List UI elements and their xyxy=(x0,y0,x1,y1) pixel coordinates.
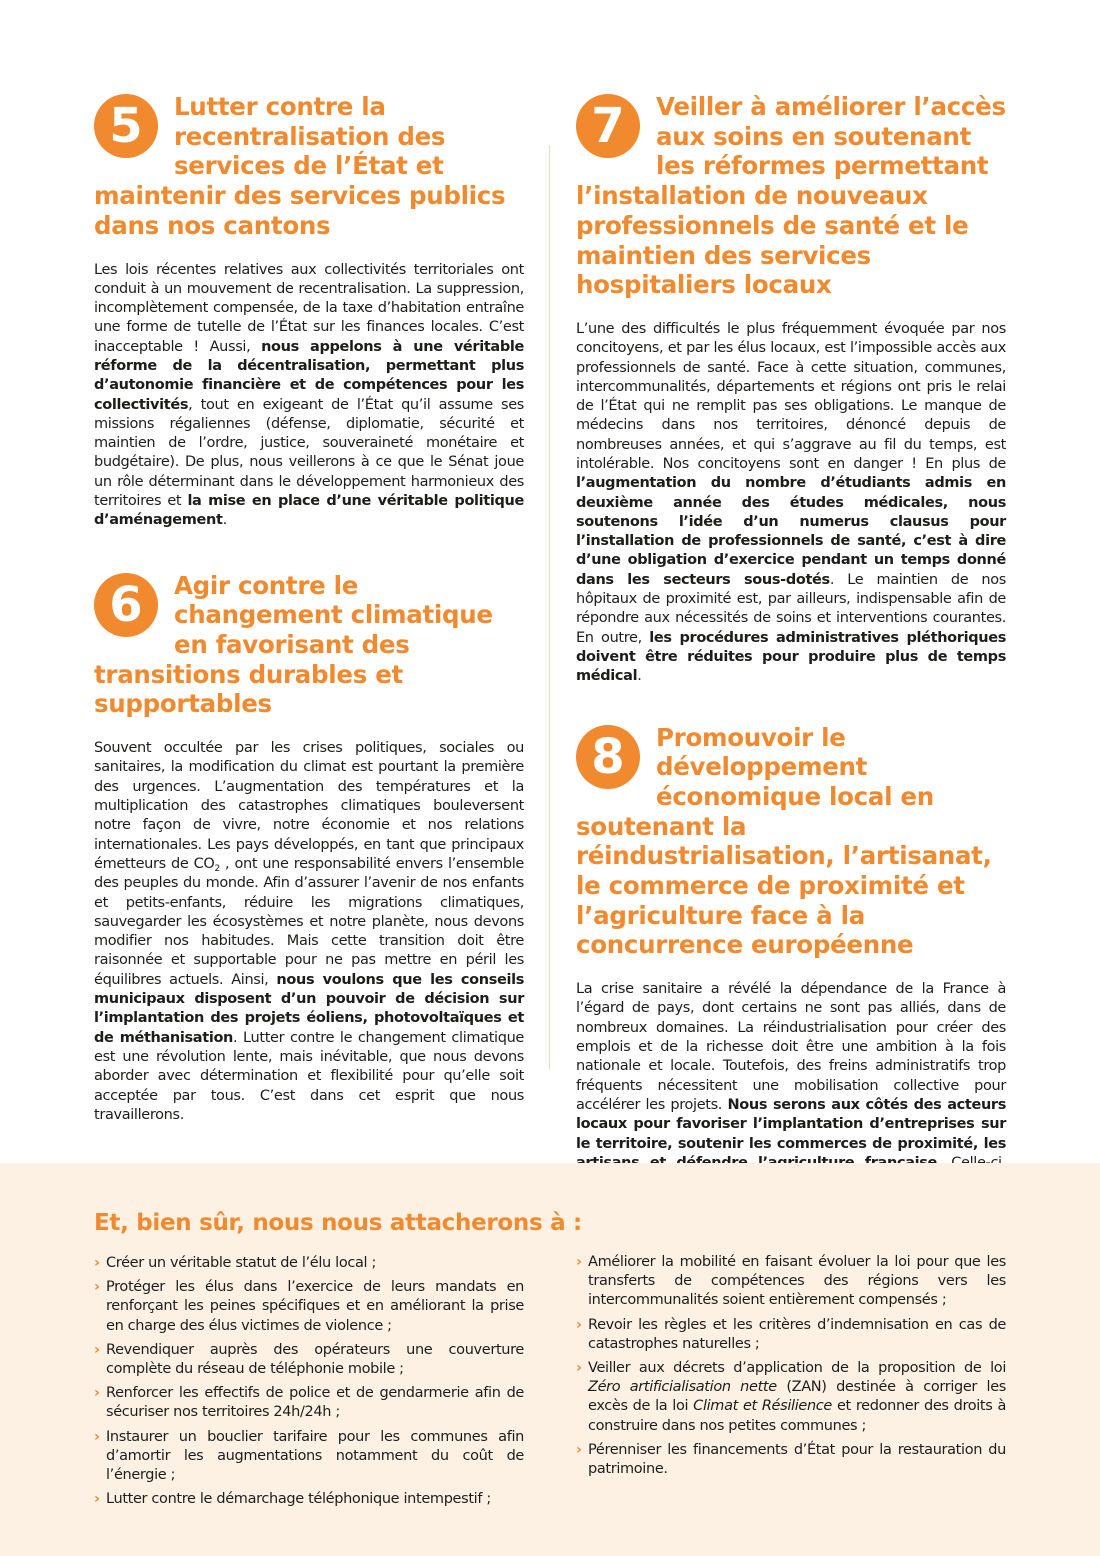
section-title: Promouvoir le développement économique local en soutenant la réindustrialisation, l’artisanat, le commerce de proximité et l’agriculture face à la concurrence européenne xyxy=(576,722,992,960)
list-item: › Créer un véritable statut de l’élu local ; xyxy=(94,1254,524,1273)
chevron-right-icon: › xyxy=(94,1385,100,1402)
section-body: L’une des difficultés le plus fréquemment évoquée par nos concitoyens, et par les élus locaux, est l’impossible accès aux professionnels de santé. Face à cette situation, communes, intercommunalités, départements et régions ont pris le relai de l’État qui ne remplit pas ses obligations. Le manque de médecins dans nos territoires, dénoncé depuis de nombreuses années, et qui s’aggrave au fil du temps, est intolérable. Nos concitoyens sont en danger ! En plus de l’augmentation du nombre d’étudiants admis en deuxième année des études médicales, nous soutenons l’idée d’un numerus clausus pour l’installation de professionnels de santé, c’est à dire d’une obligation d’exercice pendant un temps donné dans les secteurs sous-dotés. Le maintien de nos hôpitaux de proximité est, par ailleurs, indispensable afin de répondre aux nécessités de soins et interventions courantes. En outre, les procédures administratives pléthoriques doivent être réduites pour produire plus de temps médical. xyxy=(576,320,1006,685)
list-item: › Revoir les règles et les critères d’indemnisation en cas de catastrophes naturelles ; xyxy=(576,1316,1006,1352)
section-body: La crise sanitaire a révélé la dépendance de la France à l’égard de pays, dont certains ne sont pas alliés, dans de nombreux domaines. La réindustrialisation pour créer des emplois et de la richesse doit être une ambition à la fois nationale et locale. Toutefois, des freins administratifs trop fréquents nécessitent une mobilisation collective pour accélérer les projets. Nous serons aux côtés des acteurs locaux pour favoriser l’implantation d’entreprises sur le territoire, soutenir les commerces de proximité, les xyxy=(576,981,1007,1152)
chevron-right-icon: › xyxy=(94,1279,100,1296)
list-item: › Veiller aux décrets d’application de la proposition de loi Zéro artificialisation nette (ZAN) destinée à corriger les excès de la loi Climat et Résilience et redonner des droits à construire dans nos petites communes ; xyxy=(576,1360,1006,1434)
chevron-right-icon: › xyxy=(576,1254,582,1270)
section-number-badge: 7 xyxy=(576,94,640,158)
list-item: › Revendiquer auprès des opérateurs une couverture complète du réseau de téléphonie mobile ; xyxy=(94,1341,524,1378)
chevron-right-icon: › xyxy=(94,1428,100,1445)
chevron-right-icon: › xyxy=(576,1316,582,1333)
list-item: › Protéger les élus dans l’exercice de leurs mandats en renforçant les peines spécifiques et en améliorant la prise en charge des élus victimes de violence ; xyxy=(94,1279,524,1334)
list-item: › Instaurer un bouclier tarifaire pour les communes afin d’amortir les augmentations notamment du coût de l’énergie ; xyxy=(94,1428,524,1484)
commitments-title: Et, bien sûr, nous nous attacherons à : xyxy=(94,1210,582,1236)
section-5 xyxy=(94,92,524,531)
section-6 xyxy=(94,571,524,1125)
section-body: Souvent occultée par les crises politiques, sociales ou sanitaires, la modification du climat est pourtant la première des urgences. L’augmentation des températures et la multiplication des catastrophes climatiques bouleversent notre façon de vivre, notre économie et nos relations internationales. Les pays développés, en tant que principaux émetteurs de $CO_2$ , ont une responsabilité envers l’ensemble des peuples du monde. Afin d’assurer l’avenir de nos enfants et petits-enfants, réduire les migrations climatiques, sauvegarder les écosystèmes et notre planète, nous devons modifier nos habitudes. Mais cette transition doit être raisonnée et supportable pour ne pas mettre en péril les équilibres actuels. Ainsi, nous voulons que les conseils municipaux disposent d’un pouvoir de décision sur l’implantation des projets éoliens, photovoltaïques et de méthanisation. Lutter contre le changement climatique est une révolution lente, mais inévitable, que nous devons aborder avec détermination et flexibilité pour qu’elle soit acceptée par tous. C’est dans cet esprit que nous travaillerons. xyxy=(94,740,524,1123)
section-title: Agir contre le changement climatique en favorisant des transitions durables et supportables xyxy=(94,570,493,719)
list-item: › Pérenniser les financements d’État pour la restauration du patrimoine. xyxy=(576,1441,1006,1478)
section-body: Les lois récentes relatives aux collectivités territoriales ont conduit à un mouvement de recentralisation. La suppression, incomplètement compensée, de la taxe d’habitation entraîne une forme de tutelle de l’État sur les finances locales. C’est inacceptable ! Aussi, nous appelons à une véritable réforme de la décentralisation, permettant plus d’autonomie financière et de compétences pour les collectivités, tout en exigeant de l’État qu’il assume ses missions régaliennes (défense, diplomatie, sécurité et maintien de l’ordre, justice, souveraineté monétaire et budgétaire). De plus, nous veillerons à ce que le Sénat joue un rôle déterminant dans le développement harmonieux des territoires et la mise en place d’une véritable politique d’aménagement. xyxy=(94,261,524,529)
section-8 xyxy=(576,723,1006,1231)
chevron-right-icon: › xyxy=(576,1360,582,1377)
chevron-right-icon: › xyxy=(94,1491,100,1508)
chevron-right-icon: › xyxy=(576,1441,582,1458)
commitments-list-left xyxy=(94,1254,524,1514)
section-title: Lutter contre la recentralisation des services de l’État et maintenir des services publics dans nos cantons xyxy=(94,92,506,240)
list-item: › Renforcer les effectifs de police et de gendarmerie afin de sécuriser nos territoires 24h/24h ; xyxy=(94,1385,524,1421)
column-divider xyxy=(549,145,550,1070)
section-number-badge: 5 xyxy=(94,94,158,158)
left-column xyxy=(94,92,524,1125)
chevron-right-icon: › xyxy=(94,1255,100,1271)
section-title: Veiller à améliorer l’accès aux soins en soutenant les réformes permettant l’installation de nouveaux professionnels de santé et le maintien des services hospitaliers locaux xyxy=(576,92,1006,300)
commitments-list-right xyxy=(576,1253,1006,1484)
chevron-right-icon: › xyxy=(94,1341,100,1358)
section-7 xyxy=(576,92,1006,687)
section-number-badge: 8 xyxy=(576,725,640,789)
section-number-badge: 6 xyxy=(94,573,158,637)
right-column xyxy=(576,92,1006,1231)
list-item: › Lutter contre le démarchage téléphonique intempestif ; xyxy=(94,1490,524,1509)
list-item: › Améliorer la mobilité en faisant évoluer la loi pour que les transferts de compétences des régions vers les intercommunalités soient entièrement compensés ; xyxy=(576,1254,1006,1309)
commitments-panel xyxy=(0,1163,1100,1556)
